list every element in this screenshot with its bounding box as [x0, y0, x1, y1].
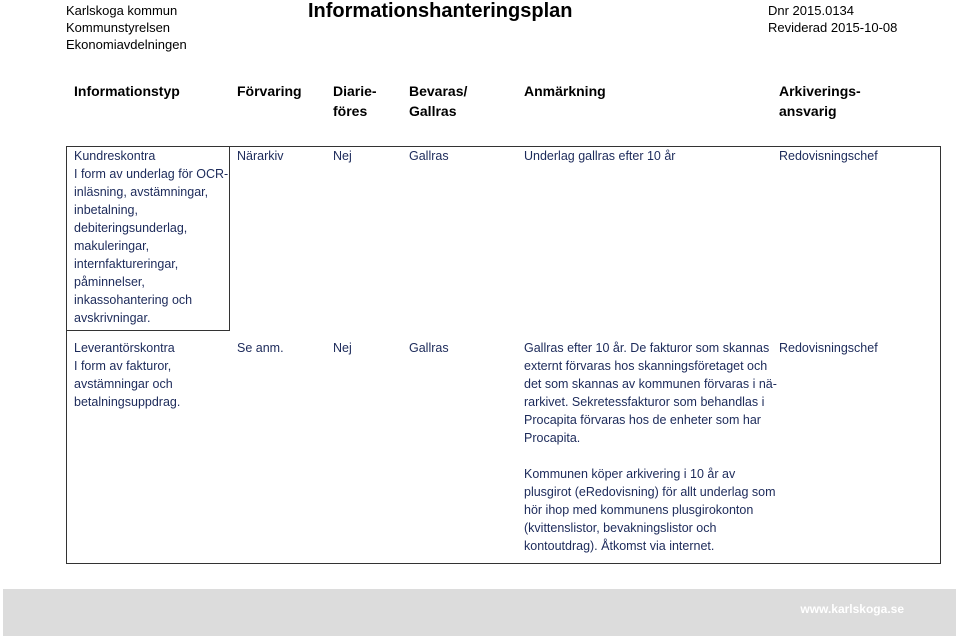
- org-name: Karlskoga kommun: [66, 3, 178, 18]
- column-header-arkiveringsansvarig-line1: Arkiverings-: [779, 83, 861, 99]
- cell-diarieforas: Nej: [333, 341, 352, 355]
- cell-diarieforas: Nej: [333, 149, 352, 163]
- table-row-divider: [66, 330, 230, 331]
- footer-website-link[interactable]: www.karlskoga.se: [800, 602, 904, 616]
- cell-bevaras: Gallras: [409, 149, 449, 163]
- cell-arkiveringsansvarig: Redovisningschef: [779, 341, 878, 355]
- cell-informationstyp: Leverantörskontra I form av fakturor, avstämningar och betalningsuppdrag.: [74, 341, 181, 409]
- column-header-informationstyp: Informationstyp: [74, 83, 180, 99]
- column-header-arkiveringsansvarig-line2: ansvarig: [779, 103, 837, 119]
- org-unit: Ekonomiavdelningen: [66, 37, 187, 52]
- footer-bar: [3, 589, 956, 636]
- cell-anmarkning: Gallras efter 10 år. De fakturor som skannas externt förvaras hos skanningsföretaget och det som skannas av kommunen förvaras i nä- rarkivet. Sekretessfakturor som behandlas i Procapita förvaras hos de enheter som har Procapita. Kommunen köper arkivering i 10 år av plusgirot (eRedovisning) för allt underlag som hör ihop med kommunens plusgirokonton (kvittenslistor, bevakningslistor och kontoutdrag). Åtkomst via internet.: [524, 341, 777, 553]
- org-department: Kommunstyrelsen: [66, 20, 171, 35]
- cell-forvaring: Närarkiv: [237, 149, 284, 163]
- column-header-anmarkning: Anmärkning: [524, 83, 606, 99]
- column-header-bevaras-line1: Bevaras/: [409, 83, 468, 99]
- column-header-bevaras-line2: Gallras: [409, 103, 457, 119]
- cell-anmarkning: Underlag gallras efter 10 år: [524, 149, 676, 163]
- column-header-diarieforas-line1: Diarie-: [333, 83, 377, 99]
- page-title: Informationshanteringsplan: [308, 0, 573, 22]
- column-header-forvaring: Förvaring: [237, 83, 302, 99]
- table-divider: [229, 146, 230, 330]
- revision-date: Reviderad 2015-10-08: [768, 20, 898, 35]
- document-number: Dnr 2015.0134: [768, 3, 855, 18]
- cell-forvaring: Se anm.: [237, 341, 284, 355]
- cell-informationstyp: Kundreskontra I form av underlag för OCR- inläsning, avstämningar, inbetalning, debiteringsunderlag, makuleringar, internfaktureringar, påminnelser, inkassohantering och avskrivningar.: [74, 149, 229, 325]
- cell-arkiveringsansvarig: Redovisningschef: [779, 149, 878, 163]
- column-header-diarieforas-line2: föres: [333, 103, 368, 119]
- cell-bevaras: Gallras: [409, 341, 449, 355]
